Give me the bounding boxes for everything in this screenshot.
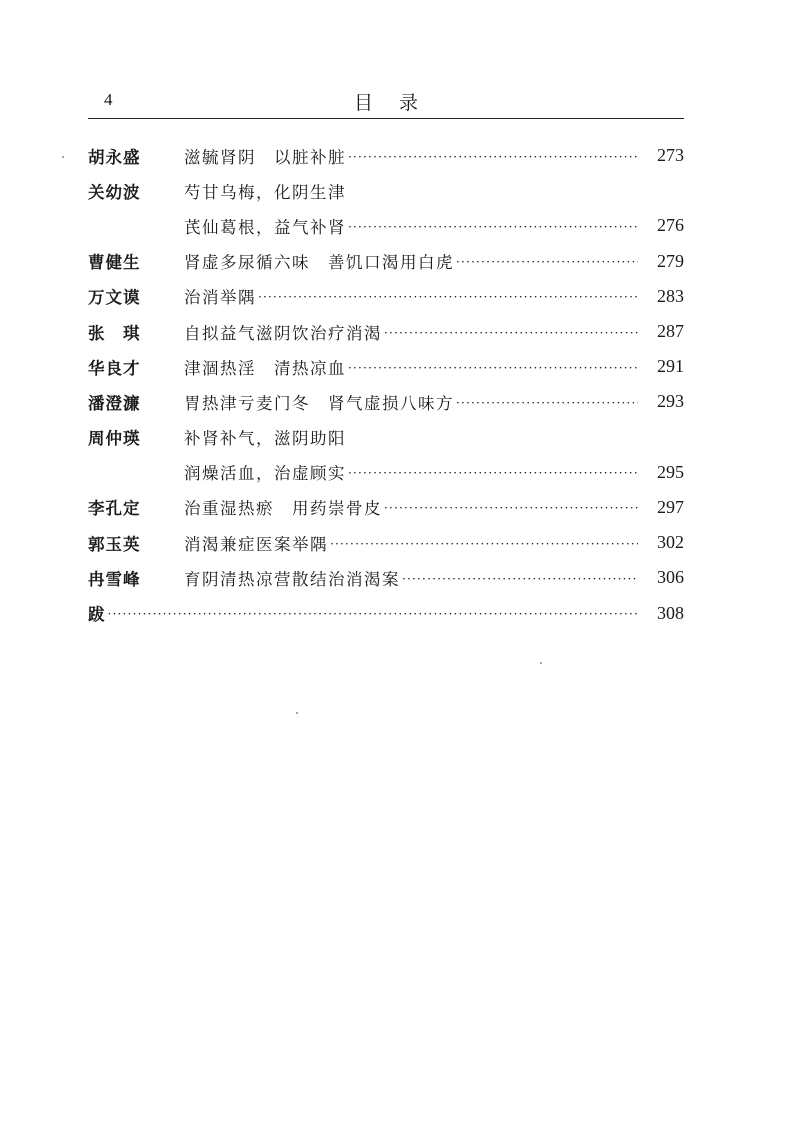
toc-author: 胡永盛 <box>88 147 141 167</box>
toc-author: 冉雪峰 <box>88 569 141 589</box>
dot-leader <box>384 501 638 515</box>
dot-leader <box>348 361 638 375</box>
page-title: 目录 <box>353 92 444 114</box>
toc-page: 295 <box>657 461 684 482</box>
toc-entry <box>88 349 684 384</box>
page-header <box>88 84 684 119</box>
toc-title: 津涸热淫 清热凉血 <box>184 358 346 378</box>
toc-page: 306 <box>657 567 684 588</box>
toc-page: 273 <box>657 145 684 166</box>
dot-leader <box>384 326 638 340</box>
toc-page: 279 <box>657 250 684 271</box>
scan-speck <box>62 156 64 158</box>
dot-leader <box>456 255 638 269</box>
dot-leader <box>348 220 638 234</box>
toc-page: 293 <box>657 391 684 412</box>
dot-leader <box>402 572 638 586</box>
toc-author: 曹健生 <box>88 253 141 273</box>
dot-leader <box>456 396 638 410</box>
toc-entry <box>88 279 684 314</box>
toc-entry <box>88 384 684 419</box>
toc-entry <box>88 490 684 525</box>
toc-entry <box>88 244 684 279</box>
toc-entry <box>88 138 684 173</box>
toc-title: 芍甘乌梅，化阴生津 <box>184 182 346 202</box>
toc-title: 治消举隅 <box>184 288 256 308</box>
toc-author: 华良才 <box>88 358 141 378</box>
toc-author: 关幼波 <box>88 182 141 202</box>
toc-postscript-title: 跋 <box>88 605 106 625</box>
toc-entry <box>88 173 684 208</box>
toc-entry <box>88 560 684 595</box>
scan-speck <box>540 662 542 664</box>
toc-entry-continuation <box>88 455 684 490</box>
toc-author: 潘澄濂 <box>88 393 141 413</box>
dot-leader <box>258 290 638 304</box>
toc-entry-postscript <box>88 595 684 630</box>
page-number: 4 <box>104 90 113 109</box>
dot-leader <box>348 150 638 164</box>
toc-page: 297 <box>657 496 684 517</box>
toc-entry-continuation <box>88 208 684 243</box>
toc-title: 育阴清热凉营散结治消渴案 <box>184 569 400 589</box>
toc-entry <box>88 525 684 560</box>
toc-page: 287 <box>657 321 684 342</box>
toc-author: 张 琪 <box>88 323 141 343</box>
toc-author: 周仲瑛 <box>88 429 141 449</box>
dot-leader <box>108 607 639 621</box>
toc-title: 润燥活血，治虚顾实 <box>184 464 346 484</box>
dot-leader <box>348 466 638 480</box>
toc-page: 283 <box>657 285 684 306</box>
toc-title: 消渴兼症医案举隅 <box>184 534 328 554</box>
toc-author: 李孔定 <box>88 499 141 519</box>
toc-author: 万文谟 <box>88 288 141 308</box>
toc-author: 郭玉英 <box>88 534 141 554</box>
toc-page: 276 <box>657 215 684 236</box>
toc-title: 滋毓肾阴 以脏补脏 <box>184 147 346 167</box>
toc-entry <box>88 314 684 349</box>
toc-title: 芪仙葛根，益气补肾 <box>184 217 346 237</box>
toc-page: 291 <box>657 356 684 377</box>
toc-title: 肾虚多尿循六味 善饥口渴用白虎 <box>184 253 454 273</box>
toc-title: 治重湿热瘀 用药崇骨皮 <box>184 499 382 519</box>
toc-page: 308 <box>657 602 684 623</box>
toc-title: 胃热津亏麦门冬 肾气虚损八味方 <box>184 393 454 413</box>
toc-title: 补肾补气，滋阴助阳 <box>184 429 346 449</box>
scan-speck <box>296 712 298 714</box>
dot-leader <box>330 537 638 551</box>
table-of-contents <box>88 138 684 631</box>
toc-entry <box>88 420 684 455</box>
toc-title: 自拟益气滋阴饮治疗消渴 <box>184 323 382 343</box>
toc-page: 302 <box>657 532 684 553</box>
